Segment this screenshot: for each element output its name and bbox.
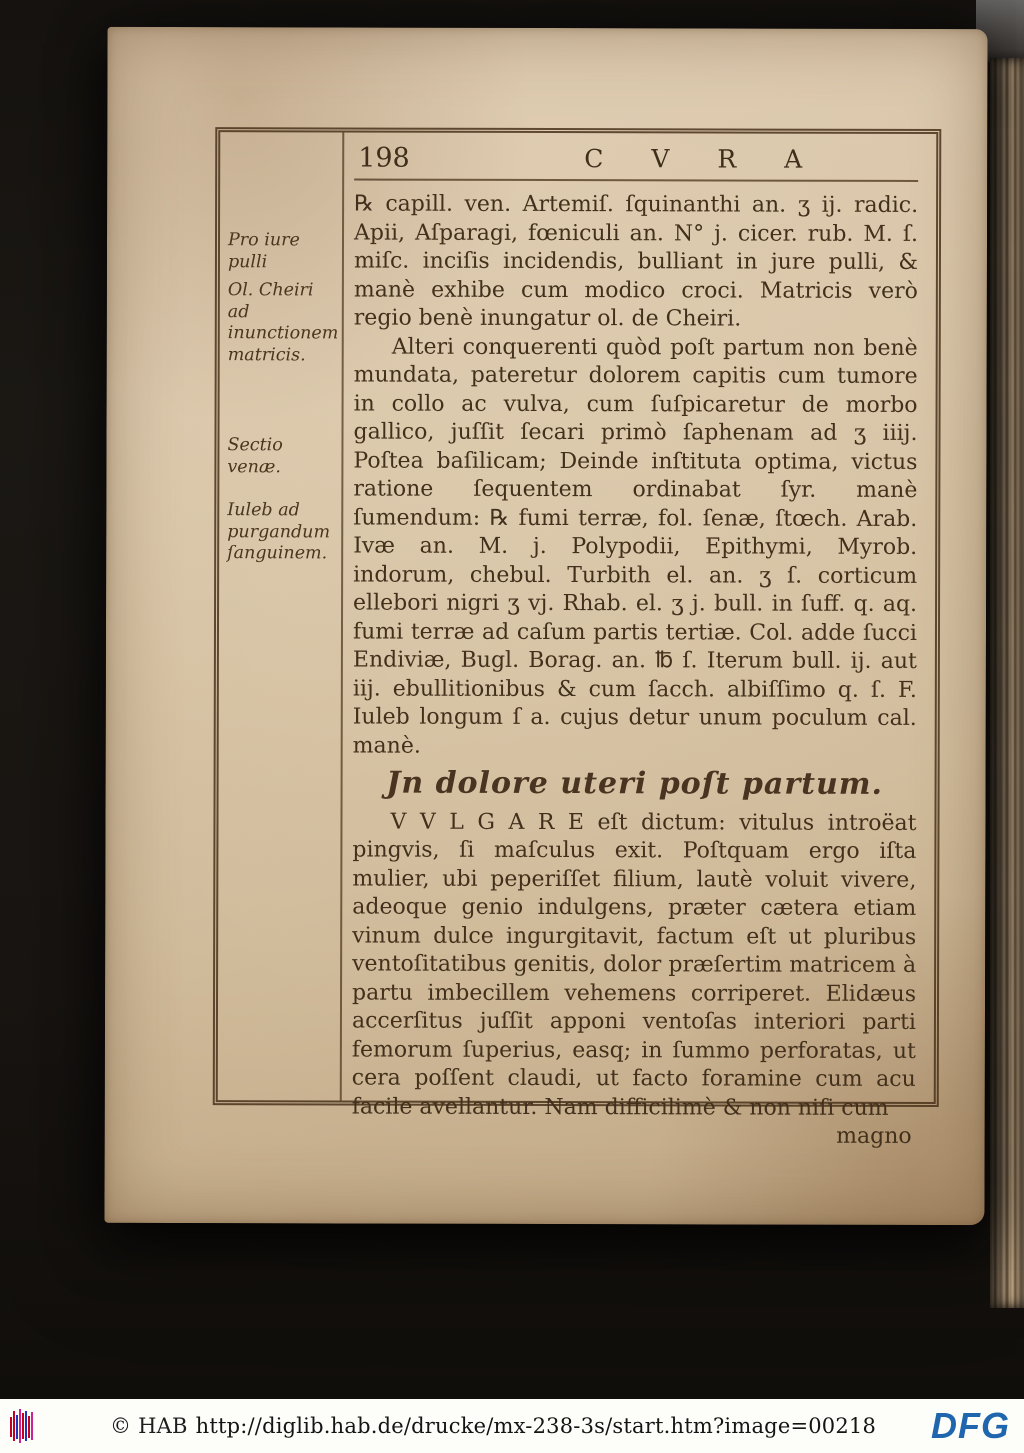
body-text [352,180,919,1151]
page-number: 198 [358,142,410,174]
catchword: magno [836,1123,912,1149]
margin-note-sectio: Sectio venæ. [227,435,283,477]
copyright-label: © HAB [110,1414,188,1438]
page-rule-frame [213,127,942,1149]
dfg-logo: DFG [931,1405,1010,1446]
vulgare-paragraph: V V L G A R E eſt dictum: vitulus introëat pingvis, ſi maſculus exit. Poſtquam ergo iſta mulier, ubi peperiſſet filium, lautè voluit vivere, adeoque genio indulgens, præter cætera etiam vinum dulce ingurgitavit, factum eſt ut pluribus ventoſitatibus genitis, dolor præſertim matricem à partu imbecillem vehemens corriperet. Elidæus accerſitus juſſit apponi ventoſas interiori parti femorum ſuperius, easq; in ſummo perforatas, ut cera poſſent claudi, ut facto foramine cum acu facile avellantur. Nam difficilimè & non niſi cum [351,809,917,1121]
text-column [340,132,937,1149]
source-url[interactable]: http://diglib.hab.de/drucke/mx-238-3s/start.htm?image=00218 [195,1414,877,1438]
margin-note-iuleb: Iuleb ad purgandum ſanguinem. [227,500,331,564]
page-header [354,132,918,181]
margin-note-pro-iure: Pro iure pulli [227,230,300,272]
section-heading: Jn dolore uteri poſt partum. [386,765,884,802]
margin-note-ol-cheiri: Ol. Cheiri ad inunctionem matricis. [227,280,339,365]
book-page-edges [990,58,1024,1308]
running-title: C V R A [584,144,823,174]
marginalia-column [218,132,343,1100]
case-paragraph: Alteri conquerenti quòd poſt partum non benè mundata, pateretur dolorem capitis cum tumore in collo ac vulva, cum ſuſpicaretur de morbo gallico, juſſit ſecari primò ſaphenam ad ʒ iiij. Poſtea baſilicam; Deinde inſtituta optima, victus ratione ſequentem ordinabat ſyr. manè ſumendum: ℞ fumi terræ, fol. ſenæ, ſtœch. Arab. Ivæ an. M. j. Polypodii, Epithymi, Myrob. indorum, chebul. Turbith el. an. ʒ ſ. corticum ellebori nigri ʒ vj. Rhab. el. ʒ j. bull. in ſuff. q. aq. fumi terræ ad caſum partis tertiæ. Col. adde ſucci Endiviæ, Bugl. Borag. an. ℔ ſ. Iterum bull. ij. aut iij. ebullitionibus & cum ſacch. albiſſimo q. ſ. F. Iuleb longum ſ a. cujus detur unum poculum cal. manè. [352,334,918,759]
book-page [104,27,987,1225]
attribution-text [110,1414,876,1438]
color-barcode-icon [10,1408,36,1444]
attribution-bar [0,1399,1024,1453]
recipe-paragraph: ℞ capill. ven. Artemiſ. ſquinanthi an. ʒ ij. radic. Apii, Aſparagi, fœniculi an. N° j. cicer. rub. M. ſ. miſc. inciſis incidendis, bulliant in jure pulli, & manè exhibe cum modico croci. Matricis verò regio benè inungatur ol. de Cheiri. [353,191,919,332]
